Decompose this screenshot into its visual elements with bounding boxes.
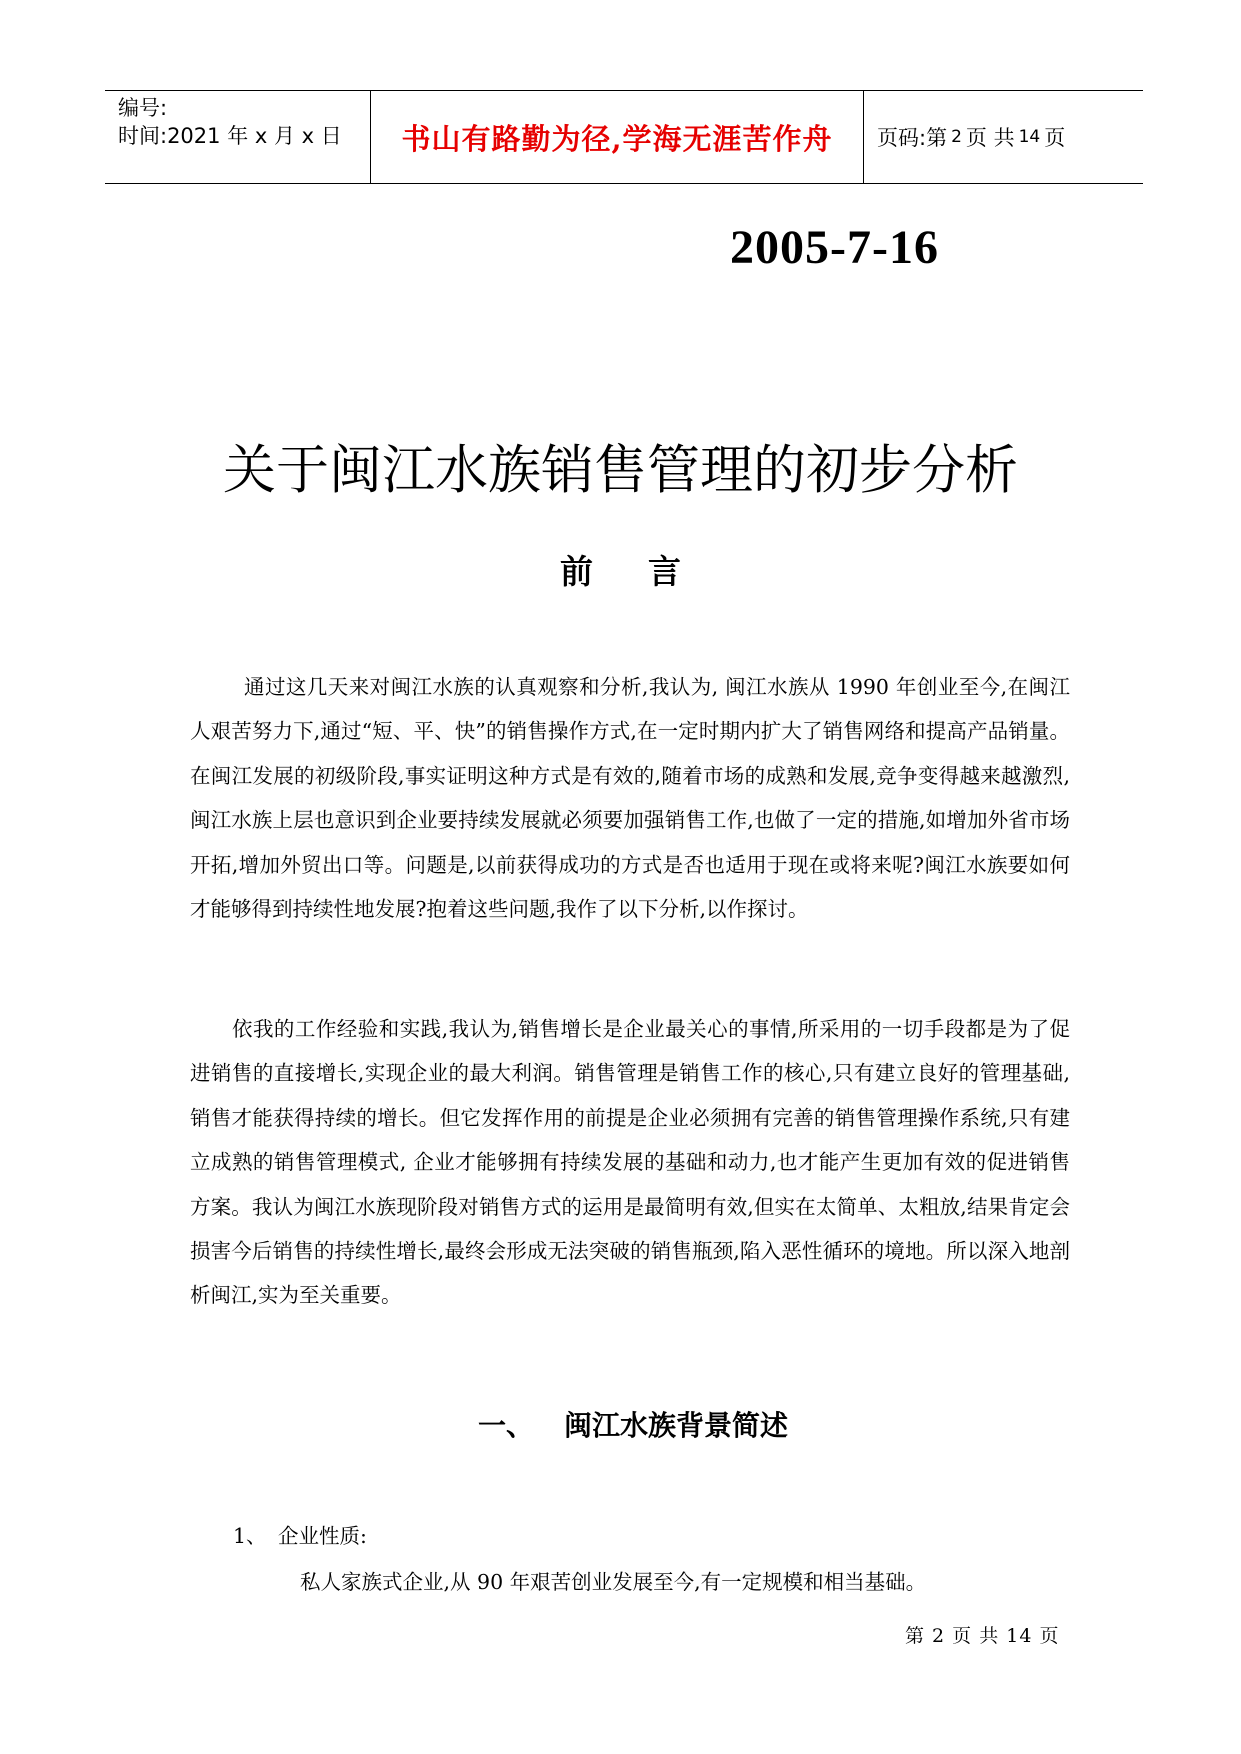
preface-heading: 前言 [560, 552, 736, 591]
header-table [105, 90, 1143, 184]
item-index: 1、 [233, 1524, 267, 1548]
header-page-cell [864, 91, 1143, 183]
header-motto: 书山有路勤为径,学海无涯苦作舟 [401, 121, 833, 156]
section-heading [478, 1404, 788, 1444]
page-current: 2 [951, 127, 962, 147]
list-item [233, 1519, 367, 1549]
page-label-prefix: 页码:第 [877, 126, 948, 150]
serial-label: 编号: [118, 96, 168, 120]
header-left-cell [105, 91, 370, 183]
section-title: 闽江水族背景简述 [564, 1409, 789, 1442]
page-label-mid: 页 共 [965, 126, 1015, 150]
document-title: 关于闽江水族销售管理的初步分析 [223, 440, 1018, 501]
page-label-suffix: 页 [1044, 126, 1066, 150]
footer-page-number: 第 2 页 共 14 页 [905, 1625, 1060, 1647]
time-label: 时间:2021 年 x 月 x 日 [118, 124, 342, 148]
item-label: 企业性质: [278, 1524, 367, 1548]
paragraph-1: 通过这几天来对闽江水族的认真观察和分析,我认为, 闽江水族从 1990 年创业至今,在闽江人艰苦努力下,通过“短、平、快”的销售操作方式,在一定时期内扩大了销售网络和提高产品销量。在闽江发展的初级阶段,事实证明这种方式是有效的,随着市场的成熟和发展,竞争变得越来越激烈,闽江水族上层也意识到企业要持续发展就必须要加强销售工作,也做了一定的措施,如增加外省市场开拓,增加外贸出口等。问题是,以前获得成功的方式是否也适用于现在或将来呢?闽江水族要如何才能够得到持续性地发展?抱着这些问题,我作了以下分析,以作探讨。 [190, 675, 1070, 922]
section-number: 一、 [478, 1409, 535, 1442]
paragraph-2: 依我的工作经验和实践,我认为,销售增长是企业最关心的事情,所采用的一切手段都是为了促进销售的直接增长,实现企业的最大利润。销售管理是销售工作的核心,只有建立良好的管理基础,销售才能获得持续的增长。但它发挥作用的前提是企业必须拥有完善的销售管理操作系统,只有建立成熟的销售管理模式, 企业才能够拥有持续发展的基础和动力,也才能产生更加有效的促进销售方案。我认为闽江水族现阶段对销售方式的运用是最简明有效,但实在太简单、太粗放,结果肯定会损害今后销售的持续性增长,最终会形成无法突破的销售瓶颈,陷入恶性循环的境地。所以深入地剖析闽江,实为至关重要。 [190, 1017, 1070, 1308]
page-total: 14 [1018, 127, 1041, 147]
item-detail: 私人家族式企业,从 90 年艰苦创业发展至今,有一定规模和相当基础。 [300, 1570, 927, 1594]
document-date: 2005-7-16 [730, 221, 939, 274]
header-motto-cell [370, 91, 864, 183]
